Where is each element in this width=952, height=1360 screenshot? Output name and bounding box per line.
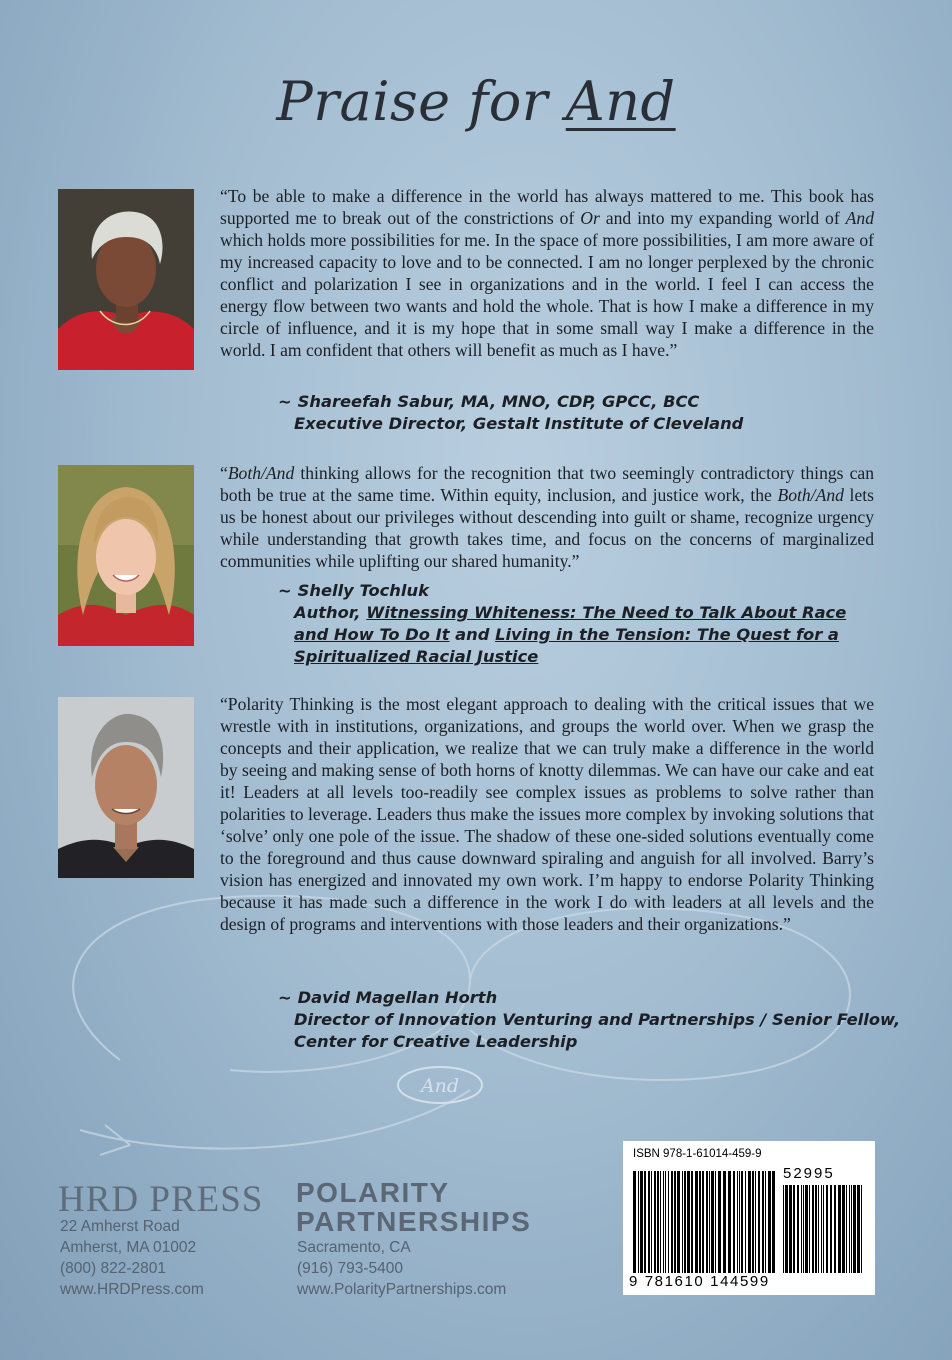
- barcode-bar: [702, 1171, 704, 1273]
- barcode-bar: [853, 1185, 856, 1273]
- barcode-bar: [648, 1171, 650, 1273]
- title-emphasis: And: [565, 70, 676, 133]
- barcode-bar: [665, 1171, 666, 1273]
- barcode-bar: [674, 1171, 676, 1273]
- barcode-bar: [752, 1171, 754, 1273]
- testimonial-attribution-1: ~ Shareefah Sabur, MA, MNO, CDP, GPCC, BCC Executive Director, Gestalt Institute of Cleveland: [278, 392, 744, 433]
- barcode-bar: [677, 1171, 680, 1273]
- barcode-bar: [830, 1185, 832, 1273]
- barcode-bar: [737, 1171, 738, 1273]
- barcode-bar: [818, 1185, 819, 1273]
- publisher-logo-hrd-press: HRD PRESS: [58, 1179, 264, 1220]
- barcode-bar: [638, 1171, 639, 1273]
- barcode-bar: [772, 1171, 775, 1273]
- page-title: [0, 70, 952, 133]
- author-role-line-2: Center for Creative Leadership: [294, 1032, 578, 1051]
- barcode-bar: [838, 1185, 841, 1273]
- author-name: David Magellan Horth: [297, 988, 498, 1007]
- barcode-bar: [699, 1171, 701, 1273]
- barcode-bar: [633, 1171, 636, 1273]
- price-code: 52995: [783, 1165, 835, 1182]
- barcode-bar: [842, 1185, 845, 1273]
- barcode-bar: [805, 1185, 808, 1273]
- author-name: Shareefah Sabur, MA, MNO, CDP, GPCC, BCC: [297, 392, 700, 411]
- barcode-bar: [711, 1171, 714, 1273]
- barcode-bar: [851, 1185, 852, 1273]
- barcode-bar: [668, 1171, 669, 1273]
- barcode-bar: [684, 1171, 686, 1273]
- testimonial-quote-2: “Both/And thinking allows for the recognition that two seemingly contradictory things can both be true at the same time. Within equity, inclusion, and justice work, the Both/And lets us be honest about our privileges without descending into guilt or shame, recognize urgency while understanding that growth takes time, and focus on the concerns of marginalized communities while uplifting our shared humanity.”: [220, 463, 874, 571]
- barcode-bar: [706, 1171, 708, 1273]
- barcode-bar: [762, 1171, 764, 1273]
- barcode-bar: [654, 1171, 656, 1273]
- barcode-bar: [682, 1171, 683, 1273]
- barcode-bar: [671, 1171, 673, 1273]
- ean-bars: [633, 1171, 775, 1273]
- barcode-bar: [691, 1171, 693, 1273]
- testimonial-quote-1: “To be able to make a difference in the world has always mattered to me. This book has supported me to break out of the constrictions of Or and into my expanding world of And which holds more possibilities for me. In the space of more possibilities, I am more aware of my increased capacity to love and to be connected. I am no longer perplexed by the chronic conflict and polarization I see in organizations and in the world. I feel I can access the energy flow between two wants and hold the whole. That is how I make a difference in my circle of influence, and it is my hope that in some small way I make a difference in the world. I am confident that others will benefit as much as I have.”: [220, 186, 874, 360]
- barcode-bar: [723, 1171, 726, 1273]
- testimonial-attribution-3: ~ David Magellan Horth Director of Innovation Venturing and Partnerships / Senior Fellow, Center for Creative Leadership: [278, 988, 901, 1051]
- barcode-bar: [768, 1171, 771, 1273]
- barcode-bar: [748, 1171, 751, 1273]
- barcode-bar: [695, 1171, 698, 1273]
- barcode-bar: [660, 1171, 661, 1273]
- barcode-bar: [644, 1171, 646, 1273]
- barcode-bar: [809, 1185, 810, 1273]
- partner-logo-polarity-partnerships: POLARITY PARTNERSHIPS: [296, 1177, 532, 1237]
- barcode-bar: [812, 1185, 814, 1273]
- barcode-bar: [765, 1171, 766, 1273]
- testimonial-attribution-2: ~ Shelly Tochluk Author, Witnessing Whiteness: The Need to Talk About Race and How To Do It and Living in the Tension: The Quest for a Spiritualized Racial Justice: [278, 580, 884, 668]
- barcode-bar: [728, 1171, 731, 1273]
- barcode-bar: [739, 1171, 740, 1273]
- barcode-bar: [801, 1185, 802, 1273]
- partner-address: Sacramento, CA (916) 793-5400 www.PolarityPartnerships.com: [297, 1239, 507, 1298]
- barcode-bar: [803, 1185, 804, 1273]
- decoration-and-label: And: [420, 1075, 460, 1097]
- barcode-bar: [846, 1185, 847, 1273]
- barcode-bar: [663, 1171, 664, 1273]
- barcode-bar: [823, 1185, 824, 1273]
- barcode-bar: [640, 1171, 643, 1273]
- author-role: Author, Witnessing Whiteness: The Need to Talk About Race and How To Do It and Living in the Tension: The Quest for a Spiritualized Racial Justice: [294, 603, 847, 666]
- book-title-1: Witnessing Whiteness: The Need to Talk About Race and How To Do It: [294, 603, 847, 644]
- barcode-bar: [715, 1171, 716, 1273]
- barcode-bar: [857, 1185, 860, 1273]
- barcode-bar: [733, 1171, 735, 1273]
- portrait-david-magellan-horth: [58, 697, 194, 878]
- barcode-bar: [821, 1185, 822, 1273]
- author-role-line-1: Director of Innovation Venturing and Partnerships / Senior Fellow,: [294, 1010, 901, 1029]
- barcode-bar: [657, 1171, 659, 1273]
- barcode-bar: [826, 1185, 828, 1273]
- barcode-bar: [815, 1185, 817, 1273]
- barcode-bar: [797, 1185, 799, 1273]
- barcode-bar: [785, 1185, 788, 1273]
- title-prefix: Praise for: [276, 70, 566, 133]
- isbn-barcode: [623, 1141, 875, 1295]
- author-role: Executive Director, Gestalt Institute of Cleveland: [294, 414, 744, 433]
- barcode-bar: [745, 1171, 746, 1273]
- barcode-bar: [849, 1185, 850, 1273]
- barcode-bar: [755, 1171, 756, 1273]
- isbn-label: ISBN 978-1-61014-459-9: [633, 1148, 762, 1160]
- barcode-bar: [718, 1171, 721, 1273]
- book-title-2: Living in the Tension: The Quest for a Spiritualized Racial Justice: [294, 625, 839, 666]
- barcode-bar: [783, 1185, 784, 1273]
- barcode-bar: [651, 1171, 652, 1273]
- ean-digits: 9 781610 144599: [629, 1273, 770, 1290]
- barcode-bar: [758, 1171, 760, 1273]
- barcode-bar: [709, 1171, 710, 1273]
- barcode-bar: [687, 1171, 690, 1273]
- price-bars: [783, 1185, 865, 1273]
- barcode-bar: [789, 1185, 792, 1273]
- barcode-bar: [861, 1185, 862, 1273]
- barcode-bar: [793, 1185, 795, 1273]
- barcode-bar: [834, 1185, 836, 1273]
- publisher-address: 22 Amherst Road Amherst, MA 01002 (800) 822-2801 www.HRDPress.com: [60, 1218, 204, 1298]
- portrait-shelly-tochluk: [58, 465, 194, 646]
- portrait-shareefah-sabur: [58, 189, 194, 370]
- author-name: Shelly Tochluk: [297, 581, 429, 600]
- testimonial-quote-3: “Polarity Thinking is the most elegant approach to dealing with the critical issues that we wrestle with in institutions, organizations, and groups the world over. When we grasp the concepts and their application, we realize that we can truly make a difference in the world by seeing and making sense of both horns of knotty dilemmas. We can have our cake and eat it! Leaders at all levels too-readily see complex issues as problems to solve rather than polarities to leverage. Leaders thus make the issues more complex by invoking solutions that ‘solve’ only one pole of the issue. The shadow of these one-sided solutions eventually come to the foreground and thus cause downward spiraling and anguish for all involved. Barry’s vision has energized and innovated my own work. I’m happy to endorse Polarity Thinking because it has made such a difference in the work I do with leaders at all levels and the design of programs and interventions with those leaders and their organizations.”: [220, 694, 874, 934]
- barcode-bar: [741, 1171, 743, 1273]
